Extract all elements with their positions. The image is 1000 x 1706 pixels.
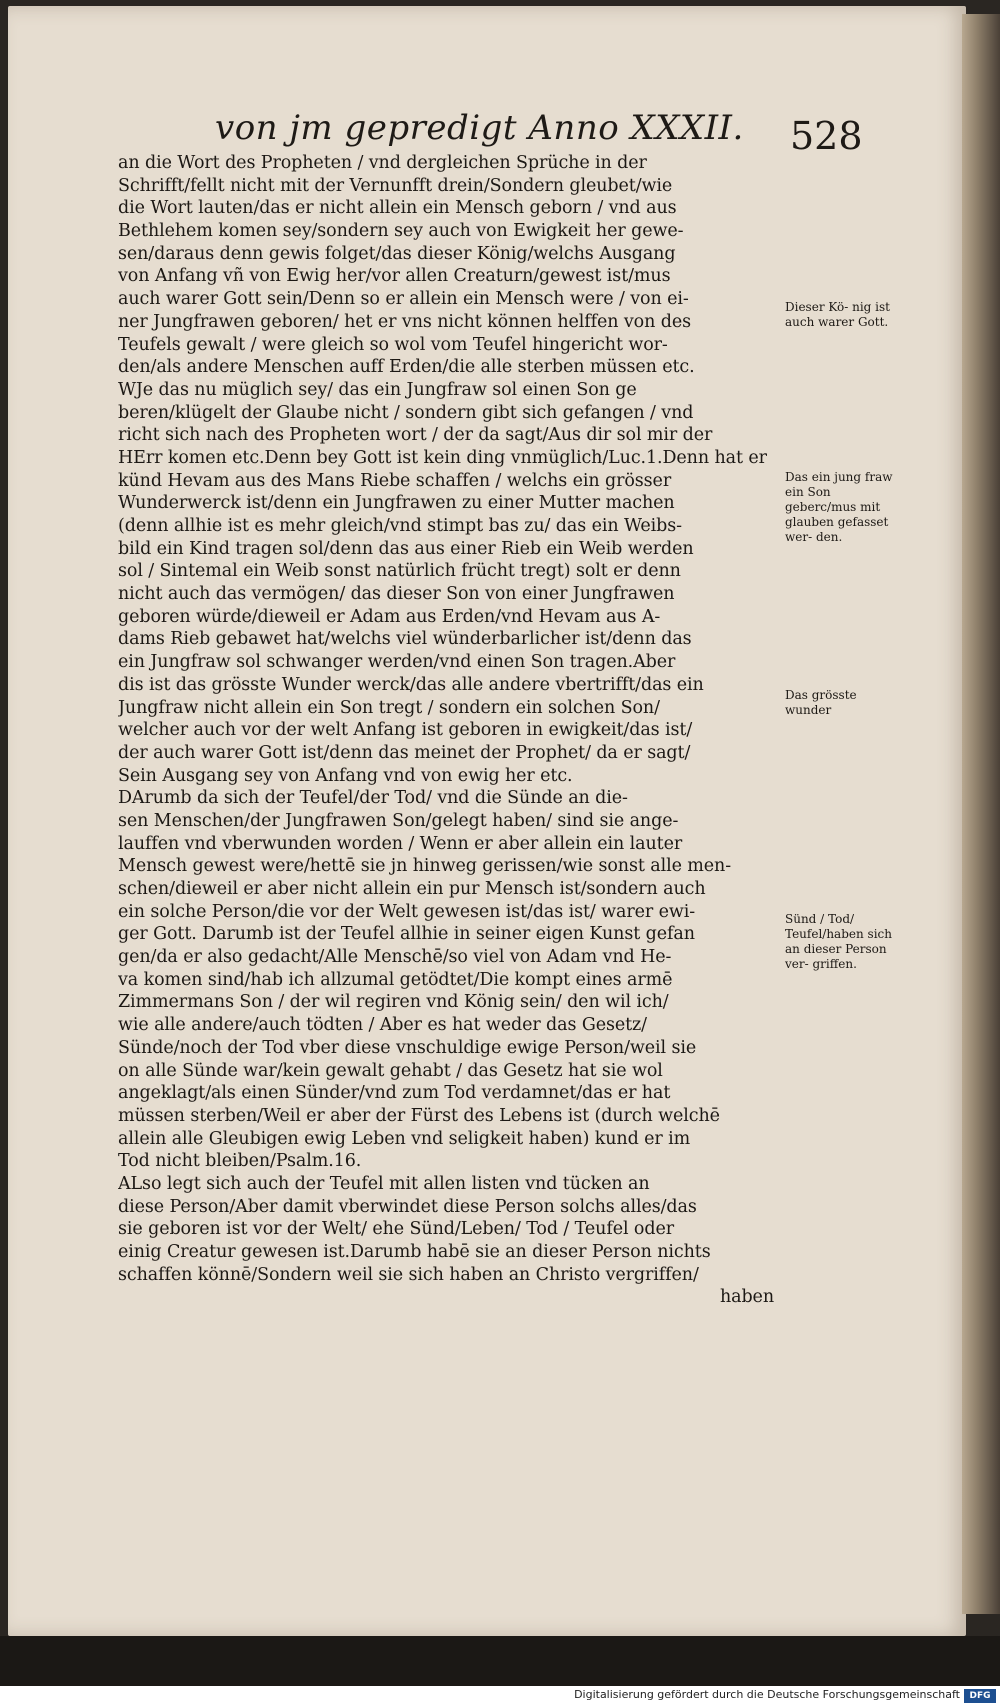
text-line: sie geboren ist vor der Welt/ ehe Sünd/Leben/ Tod / Teufel oder bbox=[118, 1219, 674, 1240]
text-line: sen Menschen/der Jungfrawen Son/gelegt haben/ sind sie ange- bbox=[118, 810, 679, 831]
text-line: welcher auch vor der welt Anfang ist geboren in ewigkeit/das ist/ bbox=[118, 720, 693, 741]
text-line: wie alle andere/auch tödten / Aber es hat weder das Gesetz/ bbox=[118, 1015, 647, 1036]
text-line: WJe das nu müglich sey/ das ein Jungfraw sol einen Son ge bbox=[118, 379, 637, 400]
text-line: Tod nicht bleiben/Psalm.16. bbox=[118, 1151, 362, 1172]
body-text bbox=[118, 152, 778, 1309]
text-line: Sünde/noch der Tod vber diese vnschuldige ewige Person/weil sie bbox=[118, 1037, 697, 1058]
text-line: Zimmermans Son / der wil regiren vnd König sein/ den wil ich/ bbox=[118, 992, 669, 1013]
text-line: lauffen vnd vberwunden worden / Wenn er aber allein ein lauter bbox=[118, 833, 683, 854]
text-line: Teufels gewalt / were gleich so wol vom Teufel hingericht wor- bbox=[118, 334, 668, 355]
page-edge bbox=[962, 14, 1000, 1614]
text-line: Jungfraw nicht allein ein Son tregt / sondern ein solchen Son/ bbox=[118, 697, 660, 718]
text-line: ALso legt sich auch der Teufel mit allen listen vnd tücken an bbox=[118, 1173, 650, 1194]
text-line: von Anfang vñ von Ewig her/vor allen Creaturn/gewest ist/mus bbox=[118, 266, 671, 287]
margin-note: Das ein jung fraw ein Son geberc/mus mit glauben gefasset wer- den. bbox=[785, 470, 893, 544]
text-line: künd Hevam aus des Mans Riebe schaffen / welchs ein grösser bbox=[118, 470, 672, 491]
text-line: DArumb da sich der Teufel/der Tod/ vnd die Sünde an die- bbox=[118, 788, 628, 809]
text-line: haben bbox=[719, 1287, 774, 1308]
text-line: richt sich nach des Propheten wort / der da sagt/Aus dir sol mir der bbox=[118, 425, 713, 446]
text-line: Schrifft/fellt nicht mit der Vernunfft drein/Sondern gleubet/wie bbox=[118, 175, 673, 196]
text-line: angeklagt/als einen Sünder/vnd zum Tod verdamnet/das er hat bbox=[118, 1083, 671, 1104]
text-line: va komen sind/hab ich allzumal getödtet/Die kompt eines armē bbox=[118, 969, 673, 990]
text-line: sol / Sintemal ein Weib sonst natürlich frücht tregt) solt er denn bbox=[118, 561, 681, 582]
text-line: bild ein Kind tragen sol/denn das aus einer Rieb ein Weib werden bbox=[118, 538, 694, 559]
credit-text: Digitalisierung gefördert durch die Deutsche Forschungsgemeinschaft bbox=[574, 1688, 960, 1701]
dfg-logo: DFG bbox=[964, 1689, 996, 1703]
text-line: schen/dieweil er aber nicht allein ein pur Mensch ist/sondern auch bbox=[118, 879, 706, 899]
footer-credit bbox=[0, 1686, 1000, 1706]
text-line: schaffen könnē/Sondern weil sie sich haben an Christo vergriffen/ bbox=[118, 1264, 699, 1285]
text-line: den/als andere Menschen auff Erden/die alle sterben müssen etc. bbox=[118, 357, 695, 378]
text-line: diese Person/Aber damit vberwindet diese Person solchs alles/das bbox=[118, 1196, 697, 1217]
scan-bottom-band bbox=[0, 1636, 1000, 1686]
text-line: dams Rieb gebawet hat/welchs viel wünderbarlicher ist/denn das bbox=[118, 629, 692, 650]
margin-note: Das grösste wunder bbox=[785, 688, 857, 717]
text-line: auch warer Gott sein/Denn so er allein ein Mensch were / von ei- bbox=[118, 289, 689, 310]
text-line: ner Jungfrawen geboren/ het er vns nicht können helffen von des bbox=[118, 311, 691, 332]
text-line: dis ist das grösste Wunder werck/das alle andere vbertrifft/das ein bbox=[118, 674, 704, 695]
margin-note: Sünd / Tod/ Teufel/haben sich an dieser Person ver- griffen. bbox=[785, 912, 892, 971]
text-line: (denn allhie ist es mehr gleich/vnd stimpt bas zu/ das ein Weibs- bbox=[118, 516, 682, 536]
text-line: an die Wort des Propheten / vnd dergleichen Sprüche in der bbox=[118, 153, 647, 173]
text-line: nicht auch das vermögen/ das dieser Son von einer Jungfrawen bbox=[118, 584, 675, 605]
text-line: sen/daraus denn gewis folget/das dieser König/welchs Ausgang bbox=[118, 243, 676, 264]
text-line: die Wort lauten/das er nicht allein ein Mensch geborn / vnd aus bbox=[118, 198, 677, 219]
text-line: ger Gott. Darumb ist der Teufel allhie in seiner eigen Kunst gefan bbox=[118, 924, 695, 945]
text-line: Wunderwerck ist/denn ein Jungfrawen zu einer Mutter machen bbox=[118, 493, 675, 514]
text-line: ein Jungfraw sol schwanger werden/vnd einen Son tragen.Aber bbox=[118, 652, 676, 673]
text-line: einig Creatur gewesen ist.Darumb habē sie an dieser Person nichts bbox=[118, 1242, 711, 1262]
text-line: Sein Ausgang sey von Anfang vnd von ewig her etc. bbox=[118, 765, 573, 786]
text-line: ein solche Person/die vor der Welt gewesen ist/das ist/ warer ewi- bbox=[118, 901, 696, 922]
running-head: von jm gepredigt Anno XXXII. bbox=[215, 108, 744, 148]
text-line: beren/klügelt der Glaube nicht / sondern gibt sich gefangen / vnd bbox=[118, 402, 694, 423]
text-line: HErr komen etc.Denn bey Gott ist kein ding vnmüglich/Luc.1.Denn hat er bbox=[118, 447, 767, 468]
text-line: müssen sterben/Weil er aber der Fürst des Lebens ist (durch welchē bbox=[118, 1105, 720, 1126]
text-line: gen/da er also gedacht/Alle Menschē/so viel von Adam vnd He- bbox=[118, 947, 672, 968]
text-line: der auch warer Gott ist/denn das meinet der Prophet/ da er sagt/ bbox=[118, 742, 691, 763]
text-line: Bethlehem komen sey/sondern sey auch von Ewigkeit her gewe- bbox=[118, 221, 684, 242]
text-line: geboren würde/dieweil er Adam aus Erden/vnd Hevam aus A- bbox=[118, 606, 661, 627]
margin-note: Dieser Kö- nig ist auch warer Gott. bbox=[785, 300, 890, 329]
text-line: on alle Sünde war/kein gewalt gehabt / das Gesetz hat sie wol bbox=[118, 1060, 663, 1081]
text-line: Mensch gewest were/hettē sie jn hinweg gerissen/wie sonst alle men- bbox=[118, 856, 732, 877]
page-number: 528 bbox=[790, 114, 863, 158]
text-line: allein alle Gleubigen ewig Leben vnd seligkeit haben) kund er im bbox=[118, 1128, 691, 1149]
